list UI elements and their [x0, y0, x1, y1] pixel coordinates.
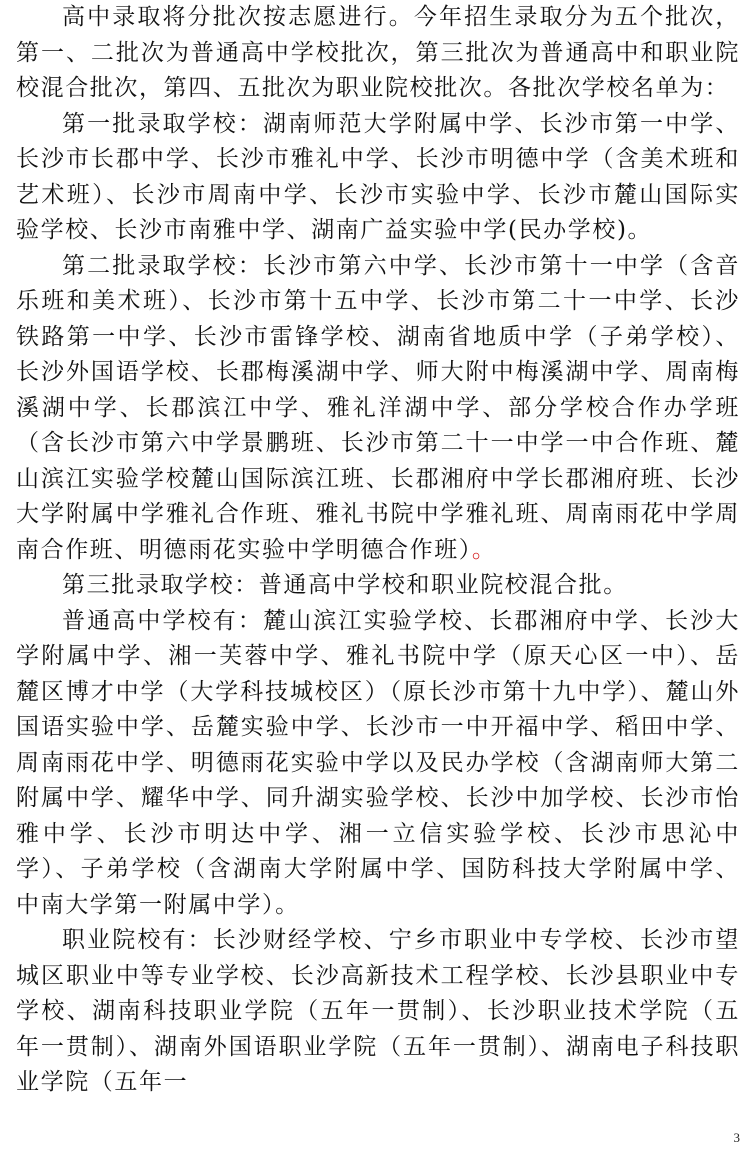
red-period-mark: 。 — [471, 536, 497, 563]
paragraph-first-batch: 第一批录取学校：湖南师范大学附属中学、长沙市第一中学、长沙市长郡中学、长沙市雅礼中学、长沙市明德中学（含美术班和艺术班）、长沙市周南中学、长沙市实验中学、长沙市麓山国际实验学校、长沙市南雅中学、湖南广益实验中学(民办学校)。 — [16, 110, 740, 243]
document-body — [16, 0, 740, 1101]
paragraph-general-high-schools: 普通高中学校有：麓山滨江实验学校、长郡湘府中学、长沙大学附属中学、湘一芙蓉中学、雅礼书院中学（原天心区一中）、岳麓区博才中学（大学科技城校区）（原长沙市第十九中学）、麓山外国语实验中学、岳麓实验中学、长沙市一中开福中学、稻田中学、周南雨花中学、明德雨花实验中学以及民办学校（含湖南师大第二附属中学、耀华中学、同升湖实验学校、长沙中加学校、长沙市怡雅中学、长沙市明达中学、湘一立信实验学校、长沙市思沁中学）、子弟学校（含湖南大学附属中学、国防科技大学附属中学、中南大学第一附属中学）。 — [16, 607, 740, 918]
paragraph-intro: 高中录取将分批次按志愿进行。今年招生录取分为五个批次，第一、二批次为普通高中学校批次，第三批次为普通高中和职业院校混合批次，第四、五批次为职业院校批次。各批次学校名单为： — [16, 4, 740, 101]
paragraph-second-batch-text: 第二批录取学校：长沙市第六中学、长沙市第十一中学（含音乐班和美术班）、长沙市第十五中学、长沙市第二十一中学、长沙铁路第一中学、长沙市雷锋学校、湖南省地质中学（子弟学校）、长沙外国语学校、长郡梅溪湖中学、师大附中梅溪湖中学、周南梅溪湖中学、长郡滨江中学、雅礼洋湖中学、部分学校合作办学班（含长沙市第六中学景鹏班、长沙市第二十一中学一中合作班、麓山滨江实验学校麓山国际滨江班、长郡湘府中学长郡湘府班、长沙大学附属中学雅礼合作班、雅礼书院中学雅礼班、周南雨花中学周南合作班、明德雨花实验中学明德合作班） — [16, 252, 740, 563]
page-number: 3 — [733, 1130, 740, 1145]
paragraph-vocational-schools: 职业院校有：长沙财经学校、宁乡市职业中专学校、长沙市望城区职业中等专业学校、长沙高新技术工程学校、长沙县职业中专学校、湖南科技职业学院（五年一贯制）、长沙职业技术学院（五年一贯制）、湖南外国语职业学院（五年一贯制）、湖南电子科技职业学院（五年一 — [16, 927, 740, 1095]
paragraph-second-batch — [16, 249, 740, 569]
paragraph-third-batch: 第三批录取学校：普通高中学校和职业院校混合批。 — [62, 572, 628, 598]
